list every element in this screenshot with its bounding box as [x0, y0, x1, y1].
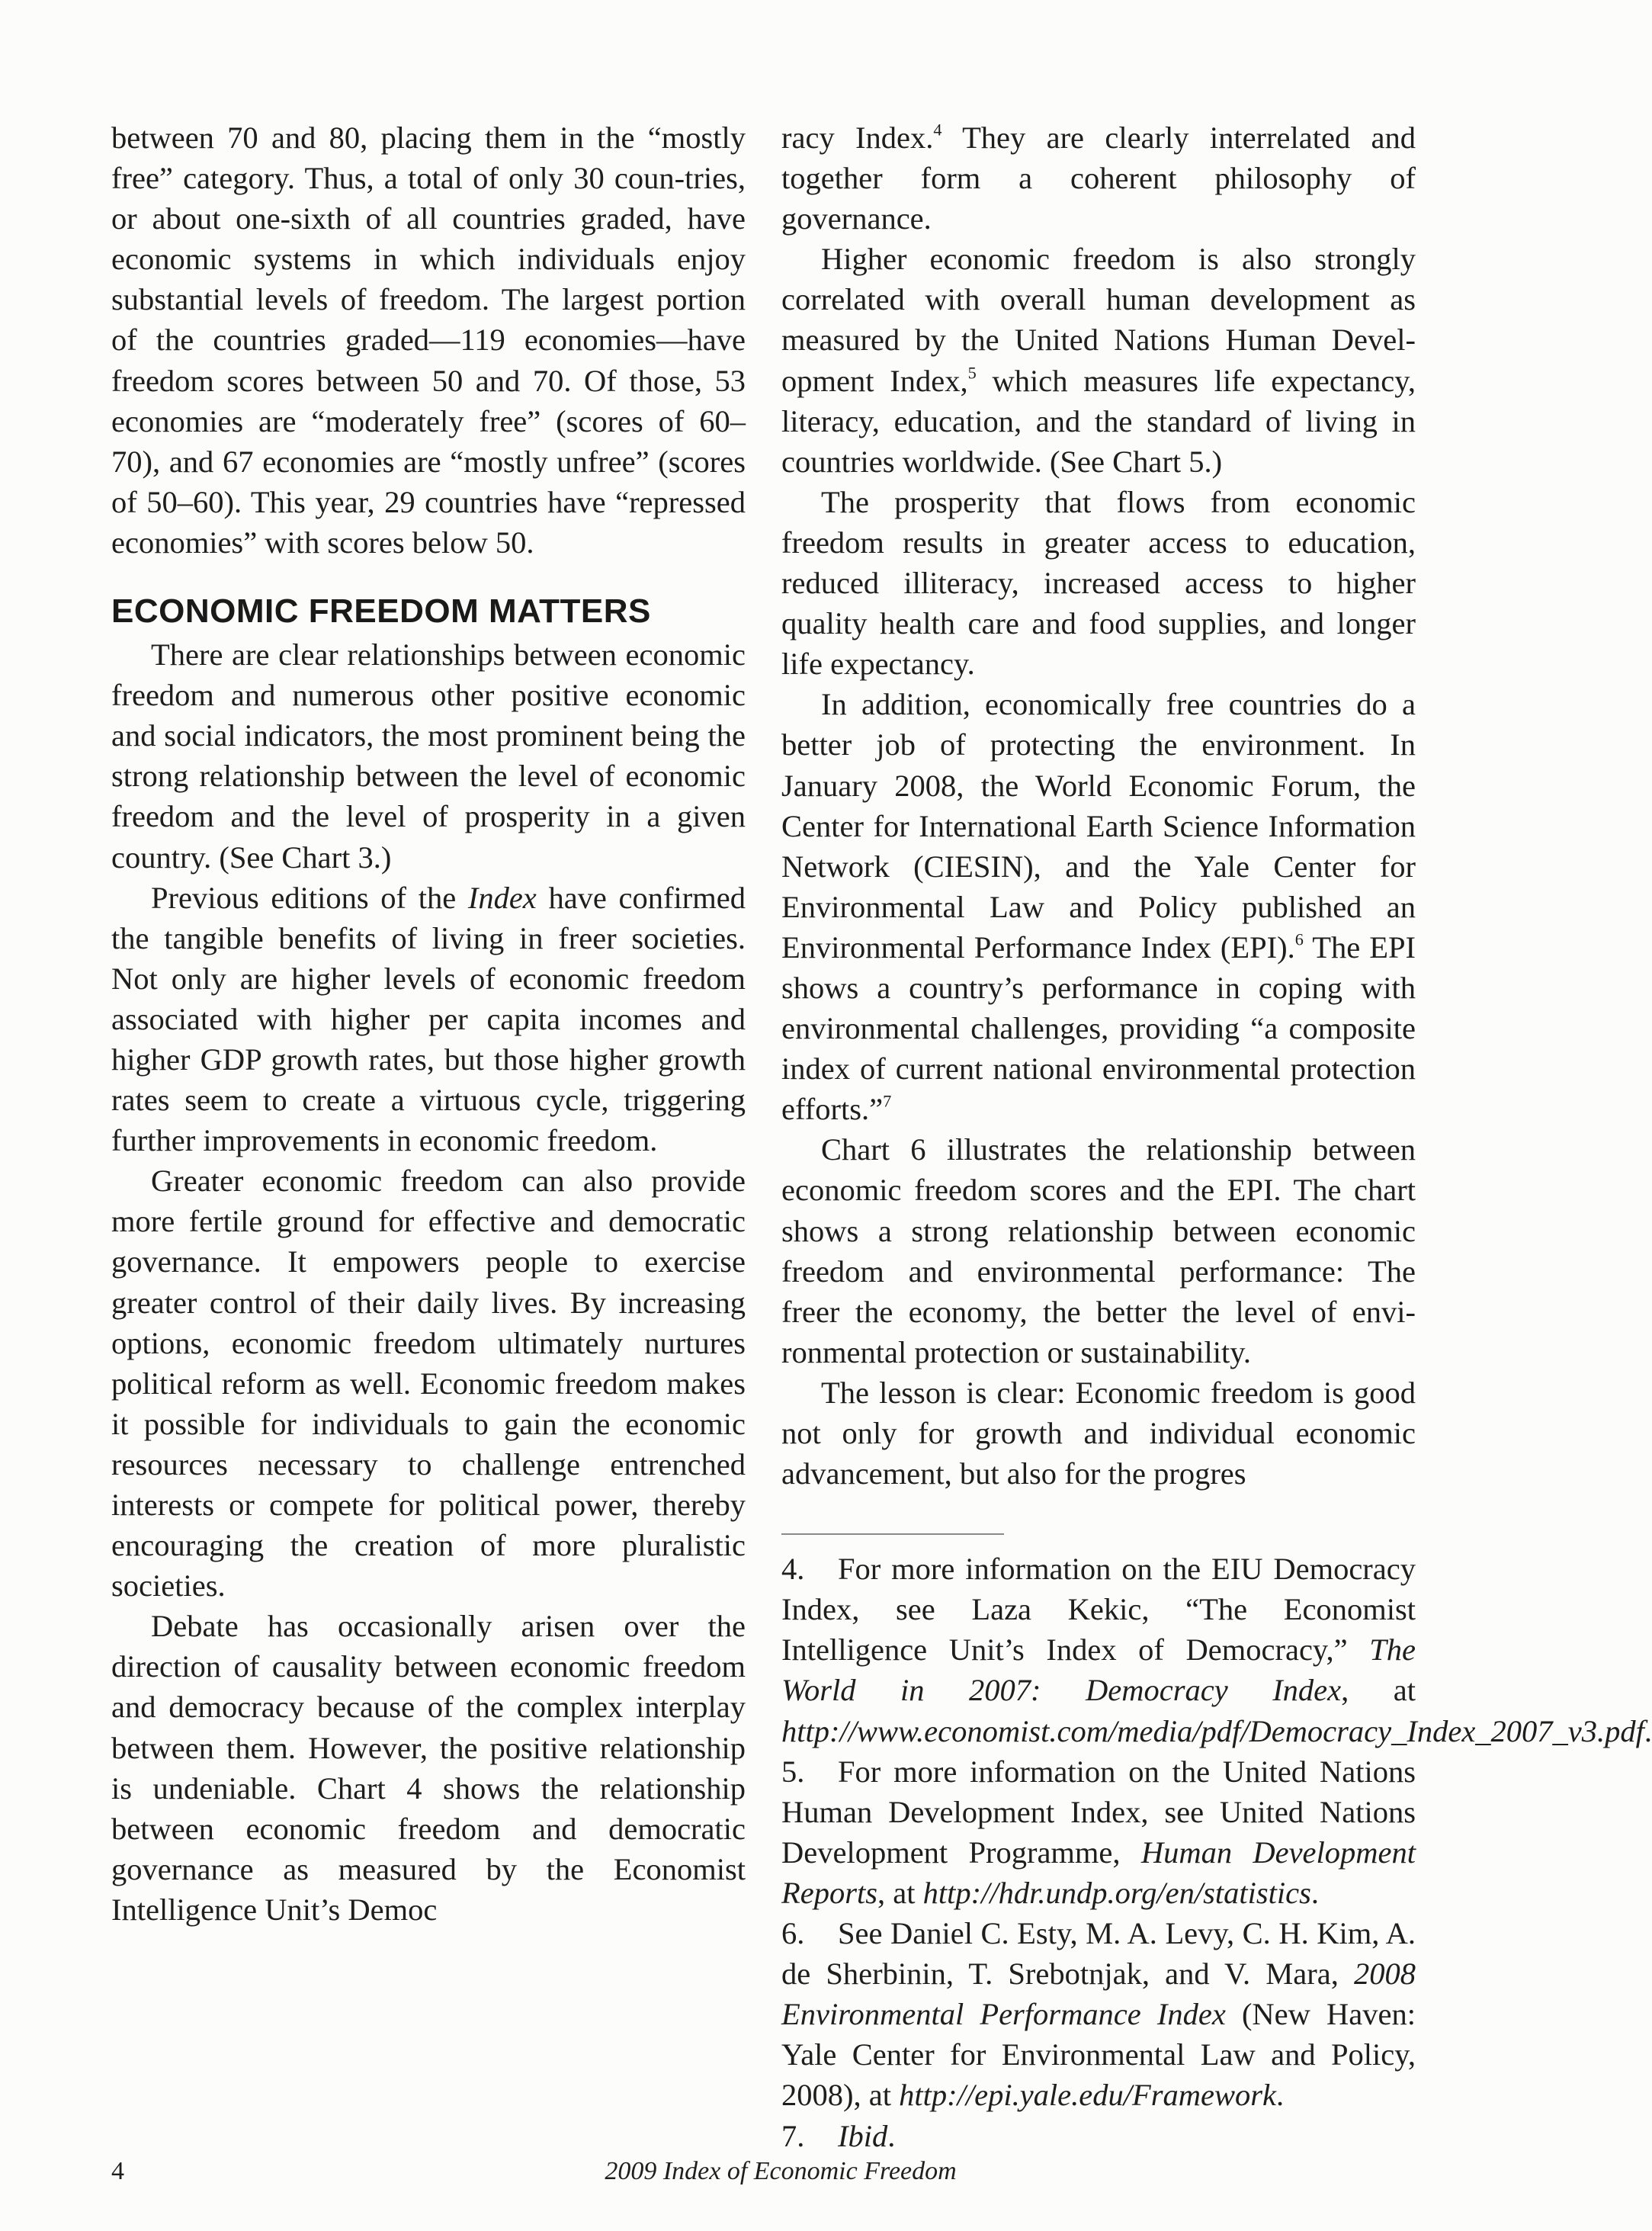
text-run: . [1310, 1875, 1320, 1910]
footnote-7 [781, 2116, 1416, 2156]
text-run: which measures life expectancy, literacy, education, and the standard of living in countries worldwide. (See Chart 5.) [781, 363, 1416, 479]
text-run: See Daniel C. Esty, M. A. Levy, C. H. Kim, A. de Sherbinin, T. Srebotnjak, and V. Mara, [781, 1916, 1416, 1992]
text-run: Higher economic freedom is also strongly correlated with overall human development as measured by the United Nations Human Development Index, [781, 242, 1416, 398]
footnote-number: 7. [781, 2118, 805, 2153]
running-footer-title: 2009 Index of Economic Freedom [605, 2157, 957, 2185]
footnote-5 [781, 1751, 1416, 1913]
text-run: racy Index. [781, 120, 934, 155]
paragraph [111, 878, 746, 1161]
text-run: , at [877, 1875, 923, 1910]
citation-title: Ibid [838, 2118, 888, 2153]
paragraph: Greater economic freedom can also provide more fertile ground for effective and democratic governance. It empowers people to exercise greater control of their daily lives. By increasing options, economic freedom ultimately nurtures political reform as well. Economic freedom makes it possible for individuals to gain the economic resources necessary to challenge entrenched interests or compete for political power, thereby encouraging the creation of more pluralistic societies. [111, 1164, 746, 1603]
paragraph [781, 117, 1416, 239]
footnote-ref[interactable]: 7 [883, 1091, 892, 1111]
footnote-number: 4. [781, 1552, 805, 1587]
footnote-number: 5. [781, 1754, 805, 1789]
citation-title: The World in 2007: Democracy Index [781, 1632, 1416, 1708]
section-heading: ECONOMIC FREEDOM MATTERS [111, 592, 651, 631]
text-run: They are clearly interrelated and together form a coherent philosophy of governance. [781, 120, 1416, 236]
footnote-ref[interactable]: 6 [1294, 929, 1304, 949]
paragraph: The prosperity that flows from economic freedom results in greater access to education, reduced illiteracy, increased access to higher quality health care and food supplies, and longer life expectancy. [781, 484, 1416, 682]
text-run: For more information on the EIU Democracy Index, see Laza Kekic, “The Economist Intelligence Unit’s Index of Democracy,” [781, 1552, 1416, 1668]
page-number: 4 [111, 2157, 124, 2185]
paragraph [781, 239, 1416, 482]
text-run: Previous editions of the [151, 880, 468, 915]
paragraph: between 70 and 80, placing them in the “mostly free” category. Thus, a total of only 30 coun-tries, or about one-sixth of all countries graded, have economic systems in which individuals enjoy substantial levels of freedom. The largest portion of the countries graded—119 economies—have freedom scores between 50 and 70. Of those, 53 economies are “moderately free” (scores of 60–70), and 67 economies are “mostly unfree” (scores of 50–60). This year, 29 countries have “repressed economies” with scores below 50. [111, 120, 746, 560]
right-column [781, 117, 1652, 2156]
paragraph: The lesson is clear: Economic freedom is good not only for growth and individual economic advancement, but also for the progres [781, 1375, 1416, 1491]
footnote-4 [781, 1549, 1652, 1751]
paragraph: Debate has occasionally arisen over the direction of causality between economic freedom and democracy because of the complex interplay between them. However, the positive relationship is undeniable. Chart 4 shows the relationship between economic freedom and democratic governance as measured by the Economist Intelligence Unit’s Democ [111, 1609, 746, 1927]
citation-title: 2008 Environmental Performance Index [781, 1957, 1416, 2032]
paragraph: There are clear relationships between economic freedom and numerous other positive economic and social indicators, the most prominent being the strong relationship between the level of economic freedom and the level of prosperity in a given country. (See Chart 3.) [111, 637, 746, 875]
text-run: . [1275, 2078, 1285, 2113]
footnote-6 [781, 1913, 1416, 2115]
citation-url[interactable]: http://www.economist.com/media/pdf/Democracy_Index_2007_v3.pdf [781, 1713, 1644, 1748]
footnote-divider [781, 1533, 1004, 1535]
text-run: have confirmed the tangible benefits of living in freer societies. Not only are higher levels of economic freedom associated with higher per capita incomes and higher GDP growth rates, but those higher growth rates seem to create a virtuous cycle, triggering further improvements in economic freedom. [111, 880, 746, 1158]
text-run: The EPI shows a country’s performance in coping with environmental challenges, providing “a composite index of current national environmental protection efforts.” [781, 929, 1416, 1127]
text-run: For more information on the United Nations Human Development Index, see United Nations Development Programme, [781, 1754, 1416, 1870]
paragraph: Chart 6 illustrates the relationship between economic freedom scores and the EPI. The chart shows a strong relationship between economic freedom and environmental performance: The freer the economy, the better the level of environmental protection or sustainability. [781, 1132, 1416, 1369]
text-run: . [1644, 1713, 1652, 1748]
index-title-italic: Index [467, 880, 537, 915]
citation-url[interactable]: http://epi.yale.edu/Framework [899, 2078, 1276, 2113]
footnote-ref[interactable]: 4 [933, 120, 942, 140]
citation-title: Human Development Reports [781, 1835, 1416, 1910]
text-run: (New Haven: Yale Center for Environmental Law and Policy, 2008), at [781, 1997, 1416, 2113]
paragraph [781, 684, 1416, 1129]
text-run: , at [1341, 1673, 1416, 1708]
text-run: In addition, economically free countries do a better job of protecting the environment. In January 2008, the World Economic Forum, the Center for International Earth Science Information Network (CIESIN), and the Yale Center for Environmental Law and Policy published an Environmental Performance Index (EPI). [781, 687, 1416, 965]
footnote-number: 6. [781, 1916, 805, 1951]
left-column [111, 117, 746, 1930]
footnote-ref[interactable]: 5 [967, 362, 977, 382]
citation-url[interactable]: http://hdr.undp.org/en/statistics [922, 1875, 1311, 1910]
text-run: . [887, 2118, 896, 2153]
